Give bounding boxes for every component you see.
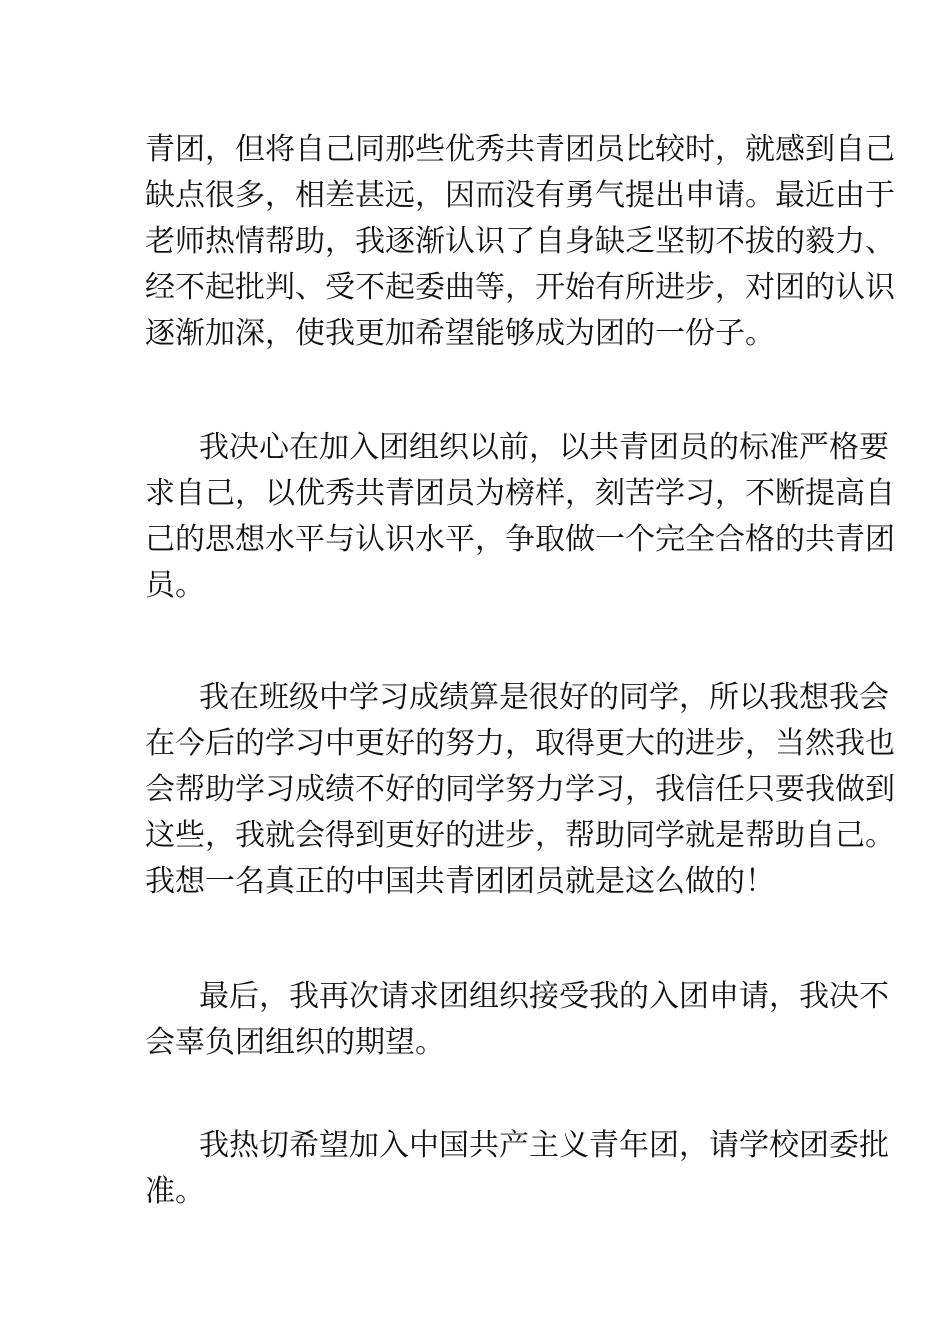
paragraph-line: 逐渐加深，使我更加希望能够成为团的一份子。	[145, 316, 775, 351]
paragraph-line: 我决心在加入团组织以前，以共青团员的标准严格要	[199, 430, 889, 465]
paragraph-closing	[145, 1128, 889, 1209]
paragraph-line: 员。	[145, 568, 205, 603]
paragraph-line: 最后，我再次请求团组织接受我的入团申请，我决不	[199, 979, 889, 1014]
paragraph-line: 我热切希望加入中国共产主义青年团，请学校团委批	[199, 1128, 889, 1163]
paragraph-line: 老师热情帮助，我逐渐认识了自身缺乏坚韧不拔的毅力、	[145, 224, 895, 259]
paragraph-line: 己的思想水平与认识水平，争取做一个完全合格的共青团	[145, 522, 895, 557]
paragraph-line: 经不起批判、受不起委曲等，开始有所进步，对团的认识	[145, 270, 895, 305]
paragraph-line: 在今后的学习中更好的努力，取得更大的进步，当然我也	[145, 726, 895, 761]
paragraph-continuation	[145, 132, 895, 351]
paragraph-line: 准。	[145, 1174, 205, 1209]
paragraph-line: 缺点很多，相差甚远，因而没有勇气提出申请。最近由于	[145, 178, 895, 213]
paragraph-line: 这些，我就会得到更好的进步，帮助同学就是帮助自己。	[145, 818, 895, 853]
paragraph-line: 青团，但将自己同那些优秀共青团员比较时，就感到自己	[145, 132, 895, 167]
paragraph-line: 我想一名真正的中国共青团团员就是这么做的！	[145, 864, 775, 899]
paragraph-line: 求自己，以优秀共青团员为榜样，刻苦学习，不断提高自	[145, 476, 895, 511]
paragraph-request	[145, 979, 889, 1060]
paragraph-resolve	[145, 430, 895, 603]
paragraph-line: 会辜负团组织的期望。	[145, 1025, 445, 1060]
paragraph-line: 我在班级中学习成绩算是很好的同学，所以我想我会	[199, 680, 889, 715]
paragraph-line: 会帮助学习成绩不好的同学努力学习，我信任只要我做到	[145, 772, 895, 807]
paragraph-study	[145, 680, 895, 899]
